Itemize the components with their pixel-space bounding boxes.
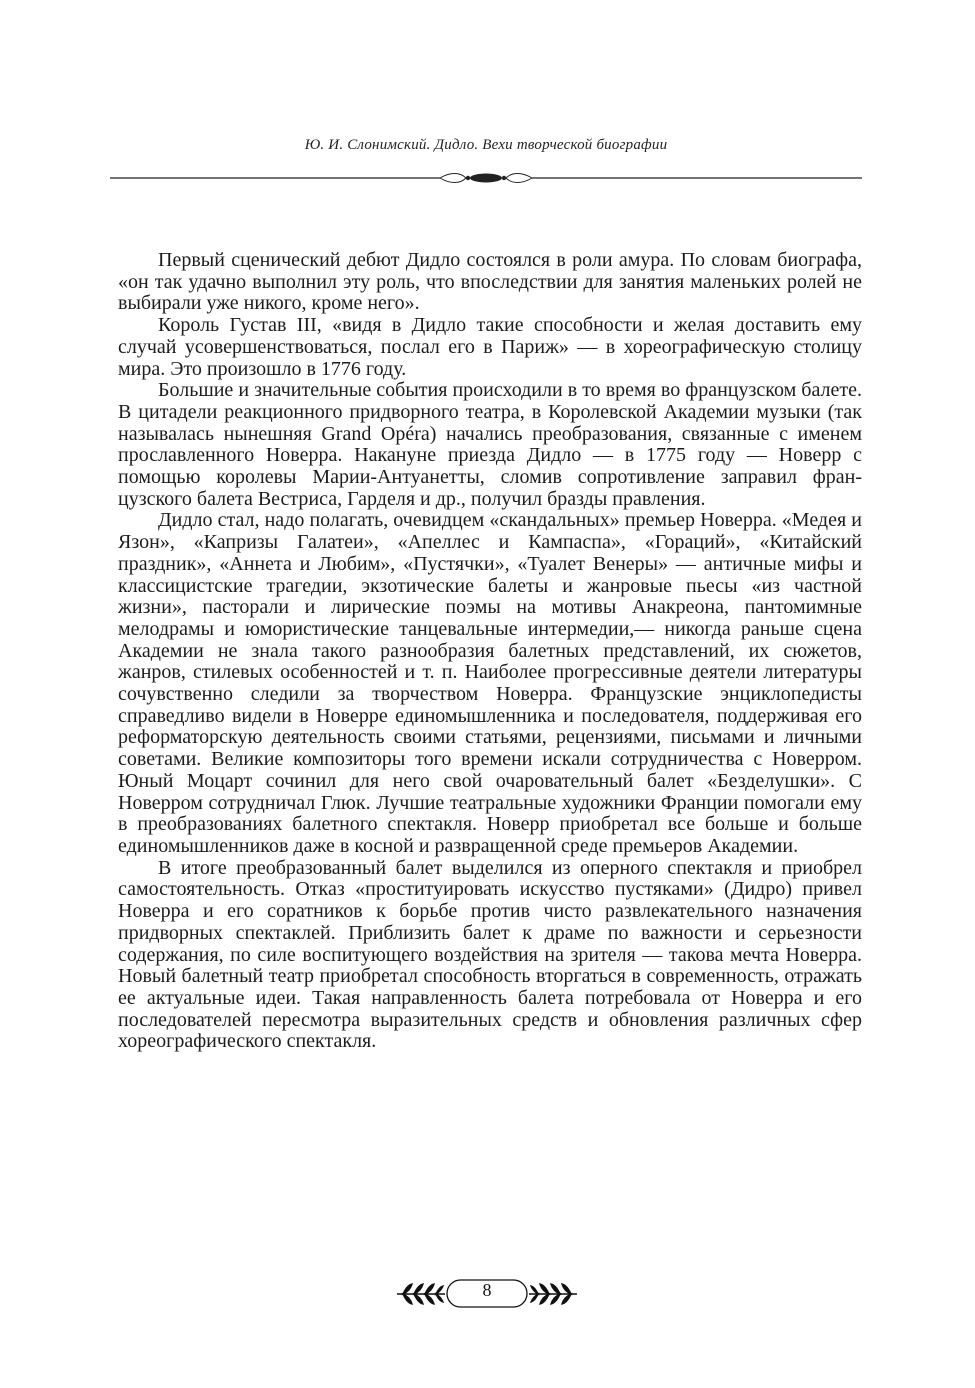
paragraph-1: Первый сценический дебют Дидло состоялся в роли амура. По словам биографа, «он так удачно выполнил эту роль, что впоследствии для занятия маленьких ролей не выбирали уже никого, кроме него». <box>118 249 862 315</box>
page-number: 8 <box>482 1280 492 1300</box>
page-number-block <box>387 1274 587 1314</box>
running-title: Ю. И. Слонимский. Дидло. Вехи творческой биографии <box>304 137 668 153</box>
header-rule-ornament-icon <box>110 170 862 186</box>
paragraph-5: В итоге преобразованный балет выделился из оперного спектакля и приобрел самостоятельность. Отказ «проституировать искусство пустяками» (Дидро) привел Новерра и его соратников к борьбе против чисто развлекательного назначения придворных спектаклей. Приблизить балет к драме по важности и серьезности содержания, по силе воспитующего воздействия на зрителя — такова мечта Новерра. Новый балетный театр приобретал способность вторгаться в современность, отражать ее актуальные идеи. Такая направленность балета потребовала от Новерра и его последователей пересмотра выразительных средств и обновления различных сфер хореографического спектакля. <box>118 856 862 1053</box>
paragraph-3: Большие и значительные события происходили в то время во французском балете. В цитадели реакционного придворного театра, в Королевской Академии музыки (так называлась нынешняя Grand Opéra) начались преобразования, связанные с именем прославленного Новерра. Накануне приезда Дидло — в 1775 году — Новерр с помощью королевы Марии-Антуанетты, сломив сопротивление заправил французского балета Вестриса, Гарделя и др., получил бразды правления. <box>118 379 862 510</box>
main-text <box>118 250 862 1053</box>
paragraph-2: Король Густав III, «видя в Дидло такие способности и желая доставить ему случай усовершенствоваться, послал его в Париж» — в хореографическую столицу мира. Это произошло в 1776 году. <box>118 314 862 380</box>
paragraph-4: Дидло стал, надо полагать, очевидцем «скандальных» премьер Новерра. «Медея и Язон», «Капризы Галатеи», «Апеллес и Кампаспа», «Гораций», «Китайский праздник», «Аннета и Любим», «Пустячки», «Туалет Венеры» — античные мифы и классицистские трагедии, экзотические балеты и жанровые пьесы «из частной жизни», пасторали и лирические поэмы на мотивы Анакреона, пантомимные мелодрамы и юмористические танцевальные интермедии,— никогда раньше сцена Академии не знала такого разнообразия балетных представлений, их сюжетов, жанров, стилевых особенностей и т. п. Наиболее прогрессивные деятели литературы сочувственно следили за творчеством Новерра. Французские энциклопедисты справедливо видели в Новерре единомышленника и последователя, поддерживая его реформаторскую деятельность своими статьями, рецензиями, письмами и личными советами. Великие композиторы того времени искали сотрудничества с Новерром. Юный Моцарт сочинил для него свой очаровательный балет «Безделушки». С Новерром сотрудничал Глюк. Лучшие театральные художники Франции помогали ему в преобразованиях балетного спектакля. Новерр приобретал все больше и больше единомышленников даже в косной и развращенной среде премьеров Академии. <box>118 509 862 857</box>
